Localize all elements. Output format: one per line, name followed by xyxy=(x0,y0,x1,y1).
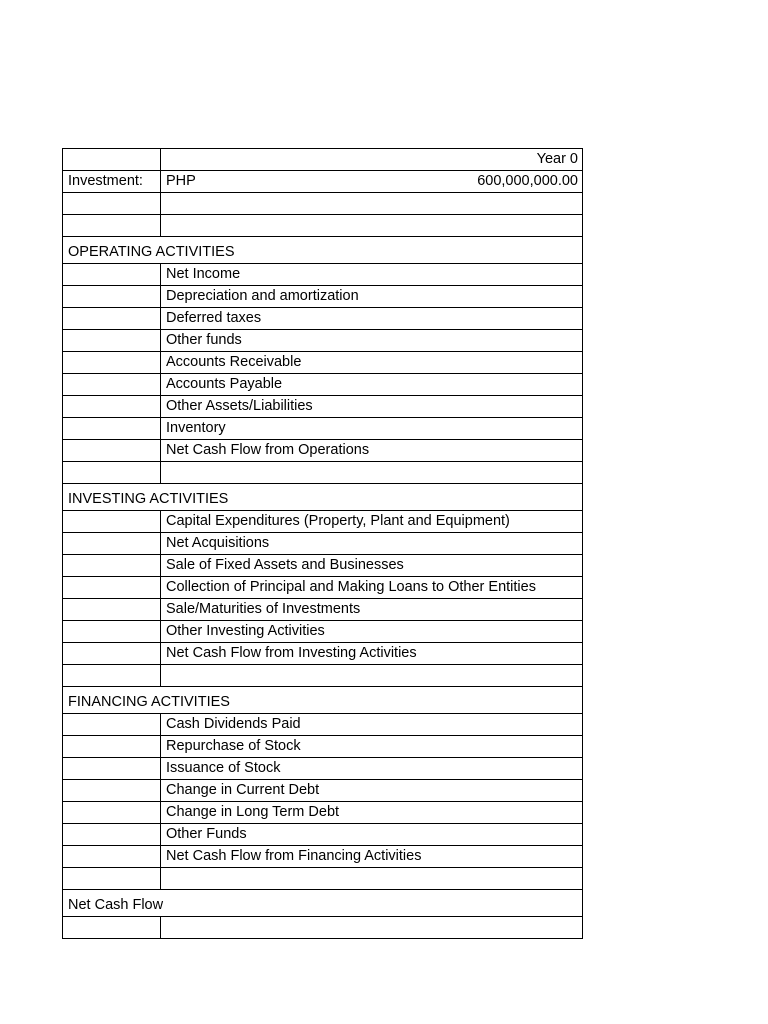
line-item-row xyxy=(63,577,583,599)
cash-flow-table xyxy=(62,148,583,939)
empty-cell xyxy=(63,462,161,484)
empty-cell xyxy=(161,665,583,687)
line-item-row xyxy=(63,308,583,330)
line-item-label: Other funds xyxy=(161,330,583,352)
empty-cell xyxy=(161,868,583,890)
empty-cell xyxy=(63,824,161,846)
line-item-row xyxy=(63,440,583,462)
net-cash-flow-row xyxy=(63,890,583,917)
line-item-row xyxy=(63,264,583,286)
line-item-row xyxy=(63,846,583,868)
empty-cell xyxy=(63,621,161,643)
line-item-label: Inventory xyxy=(161,418,583,440)
line-item-label: Other Investing Activities xyxy=(161,621,583,643)
line-item-label: Net Cash Flow from Financing Activities xyxy=(161,846,583,868)
empty-cell xyxy=(63,149,161,171)
line-item-label: Repurchase of Stock xyxy=(161,736,583,758)
line-item-label: Issuance of Stock xyxy=(161,758,583,780)
line-item-row xyxy=(63,599,583,621)
empty-cell xyxy=(63,758,161,780)
empty-cell xyxy=(63,802,161,824)
line-item-row xyxy=(63,418,583,440)
empty-cell xyxy=(63,396,161,418)
year-header: Year 0 xyxy=(161,149,583,171)
blank-row xyxy=(63,665,583,687)
line-item-label: Capital Expenditures (Property, Plant and Equipment) xyxy=(161,511,583,533)
empty-cell xyxy=(63,215,161,237)
line-item-row xyxy=(63,802,583,824)
line-item-row xyxy=(63,352,583,374)
blank-row xyxy=(63,868,583,890)
empty-cell xyxy=(161,193,583,215)
line-item-label: Net Acquisitions xyxy=(161,533,583,555)
empty-cell xyxy=(63,917,161,939)
investment-row xyxy=(63,171,583,193)
empty-cell xyxy=(63,846,161,868)
line-item-row xyxy=(63,330,583,352)
empty-cell xyxy=(63,868,161,890)
line-item-row xyxy=(63,714,583,736)
empty-cell xyxy=(63,577,161,599)
empty-cell xyxy=(63,286,161,308)
empty-cell xyxy=(63,440,161,462)
line-item-label: Change in Long Term Debt xyxy=(161,802,583,824)
line-item-row xyxy=(63,374,583,396)
line-item-label: Other Assets/Liabilities xyxy=(161,396,583,418)
line-item-label: Sale/Maturities of Investments xyxy=(161,599,583,621)
line-item-row xyxy=(63,286,583,308)
line-item-label: Depreciation and amortization xyxy=(161,286,583,308)
investment-amount: 600,000,000.00 xyxy=(477,173,578,189)
empty-cell xyxy=(63,599,161,621)
empty-cell xyxy=(63,714,161,736)
section-header-row xyxy=(63,687,583,714)
empty-cell xyxy=(161,215,583,237)
line-item-row xyxy=(63,736,583,758)
line-item-label: Deferred taxes xyxy=(161,308,583,330)
line-item-row xyxy=(63,555,583,577)
net-cash-flow-label: Net Cash Flow xyxy=(63,890,583,917)
empty-cell xyxy=(161,462,583,484)
header-row xyxy=(63,149,583,171)
empty-cell xyxy=(63,643,161,665)
line-item-label: Accounts Receivable xyxy=(161,352,583,374)
line-item-label: Sale of Fixed Assets and Businesses xyxy=(161,555,583,577)
blank-row xyxy=(63,215,583,237)
line-item-label: Net Cash Flow from Investing Activities xyxy=(161,643,583,665)
line-item-label: Change in Current Debt xyxy=(161,780,583,802)
line-item-row xyxy=(63,824,583,846)
line-item-row xyxy=(63,643,583,665)
line-item-label: Net Income xyxy=(161,264,583,286)
line-item-row xyxy=(63,396,583,418)
line-item-label: Other Funds xyxy=(161,824,583,846)
empty-cell xyxy=(63,193,161,215)
line-item-row xyxy=(63,533,583,555)
line-item-label: Collection of Principal and Making Loans to Other Entities xyxy=(161,577,583,599)
financing-section-title: FINANCING ACTIVITIES xyxy=(63,687,583,714)
blank-row xyxy=(63,193,583,215)
empty-cell xyxy=(63,330,161,352)
investing-section-title: INVESTING ACTIVITIES xyxy=(63,484,583,511)
line-item-label: Net Cash Flow from Operations xyxy=(161,440,583,462)
line-item-row xyxy=(63,621,583,643)
empty-cell xyxy=(161,917,583,939)
blank-row xyxy=(63,917,583,939)
empty-cell xyxy=(63,374,161,396)
operating-section-title: OPERATING ACTIVITIES xyxy=(63,237,583,264)
line-item-row xyxy=(63,758,583,780)
empty-cell xyxy=(63,736,161,758)
empty-cell xyxy=(63,665,161,687)
empty-cell xyxy=(63,308,161,330)
empty-cell xyxy=(63,555,161,577)
line-item-label: Accounts Payable xyxy=(161,374,583,396)
investment-value-cell xyxy=(161,171,583,193)
empty-cell xyxy=(63,780,161,802)
blank-row xyxy=(63,462,583,484)
line-item-row xyxy=(63,780,583,802)
investment-currency: PHP xyxy=(166,173,196,189)
empty-cell xyxy=(63,352,161,374)
empty-cell xyxy=(63,418,161,440)
line-item-label: Cash Dividends Paid xyxy=(161,714,583,736)
line-item-row xyxy=(63,511,583,533)
empty-cell xyxy=(63,511,161,533)
investment-label: Investment: xyxy=(63,171,161,193)
empty-cell xyxy=(63,533,161,555)
section-header-row xyxy=(63,237,583,264)
section-header-row xyxy=(63,484,583,511)
empty-cell xyxy=(63,264,161,286)
